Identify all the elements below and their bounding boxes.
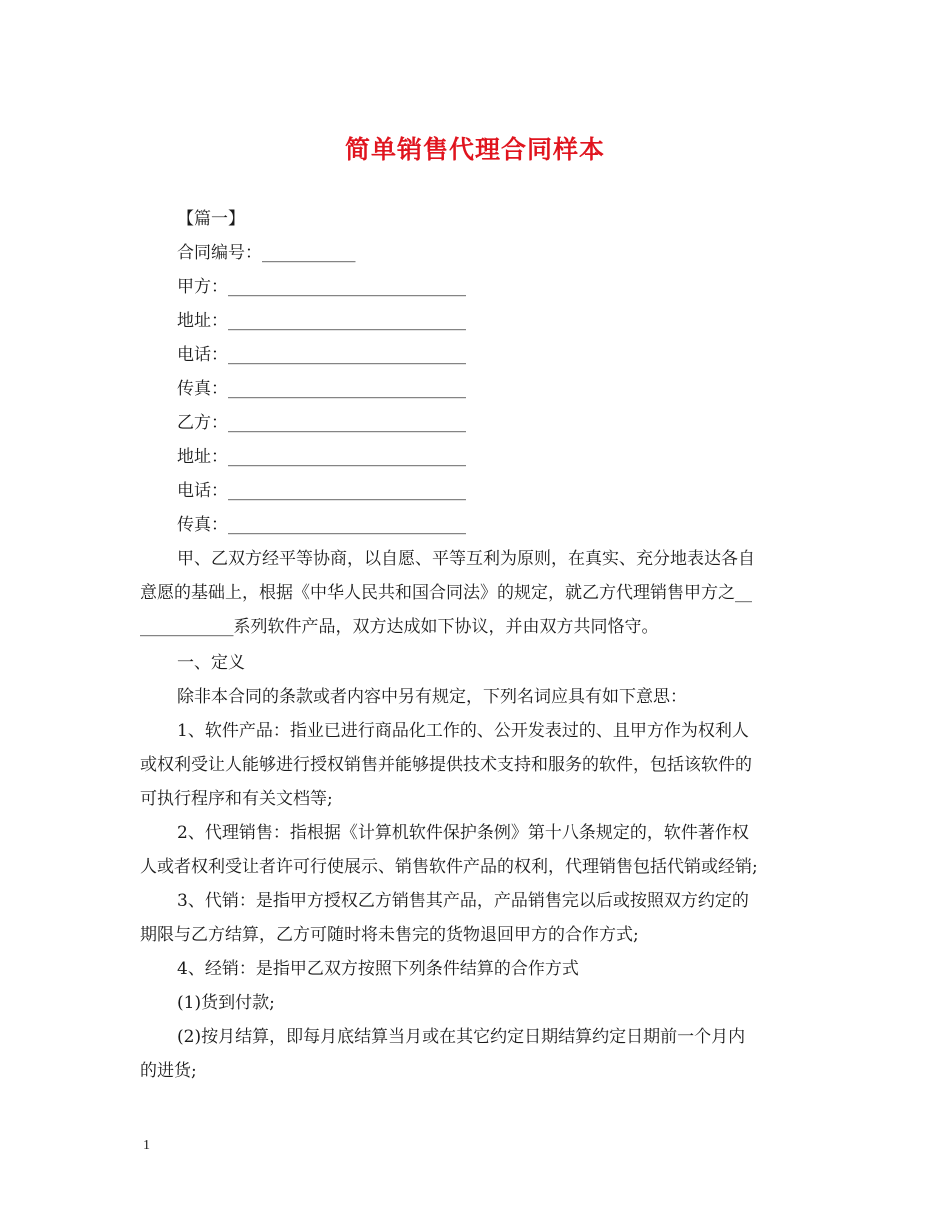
field-blank: ____________________________	[228, 277, 466, 297]
body-line: 4、经销：是指甲乙双方按照下列条件结算的合作方式	[177, 959, 579, 979]
field-label: 地址：	[177, 447, 228, 467]
body-line: 或权利受让人能够进行授权销售并能够提供技术支持和服务的软件，包括该软件的	[140, 755, 752, 775]
field-blank: ____________________________	[228, 413, 466, 433]
field-party-a-address	[177, 310, 857, 332]
field-label: 合同编号：	[177, 243, 262, 263]
field-party-b-fax	[177, 514, 857, 536]
body-line: 意愿的基础上，根据《中华人民共和国合同法》的规定，就乙方代理销售甲方之__	[140, 583, 752, 603]
body-line: (2)按月结算，即每月底结算当月或在其它约定日期结算约定日期前一个月内	[177, 1027, 746, 1047]
field-label: 甲方：	[177, 277, 228, 297]
field-blank: ____________________________	[228, 345, 466, 365]
field-label: 电话：	[177, 481, 228, 501]
field-label: 传真：	[177, 379, 228, 399]
field-label: 电话：	[177, 345, 228, 365]
field-blank: ___________	[262, 243, 356, 263]
body-line: 甲、乙双方经平等协商，以自愿、平等互利为原则，在真实、充分地表达各自	[177, 549, 755, 569]
field-blank: ____________________________	[228, 481, 466, 501]
field-blank: ____________________________	[228, 447, 466, 467]
field-party-b-phone	[177, 480, 857, 502]
field-blank: ____________________________	[228, 515, 466, 535]
body-line: 的进货;	[140, 1061, 197, 1081]
field-blank: ____________________________	[228, 379, 466, 399]
body-line: 2、代理销售：指根据《计算机软件保护条例》第十八条规定的，软件著作权	[177, 823, 749, 843]
field-party-a-phone	[177, 344, 857, 366]
field-blank: ____________________________	[228, 311, 466, 331]
body-line: (1)货到付款;	[177, 993, 275, 1013]
body-line: 3、代销：是指甲方授权乙方销售其产品，产品销售完以后或按照双方约定的	[177, 891, 749, 911]
field-label: 传真：	[177, 515, 228, 535]
field-label: 乙方：	[177, 413, 228, 433]
body-line: 期限与乙方结算，乙方可随时将未售完的货物退回甲方的合作方式;	[140, 925, 639, 945]
body-line: 1、软件产品：指业已进行商品化工作的、公开发表过的、且甲方作为权利人	[177, 721, 749, 741]
section-heading: 【篇一】	[177, 209, 245, 229]
field-contract-number	[177, 242, 857, 264]
body-line: 可执行程序和有关文档等;	[140, 789, 333, 809]
field-party-a	[177, 276, 857, 298]
page-number: 1	[143, 1138, 150, 1153]
clause-heading: 一、定义	[177, 653, 245, 673]
body-line: 人或者权利受让者许可行使展示、销售软件产品的权利，代理销售包括代销或经销;	[140, 857, 758, 877]
field-party-b	[177, 412, 857, 434]
field-label: 地址：	[177, 311, 228, 331]
field-party-b-address	[177, 446, 857, 468]
field-party-a-fax	[177, 378, 857, 400]
document-title: 简单销售代理合同样本	[344, 135, 605, 164]
body-line: 除非本合同的条款或者内容中另有规定，下列名词应具有如下意思：	[177, 687, 687, 707]
body-line: ___________系列软件产品，双方达成如下协议，并由双方共同恪守。	[140, 617, 659, 637]
